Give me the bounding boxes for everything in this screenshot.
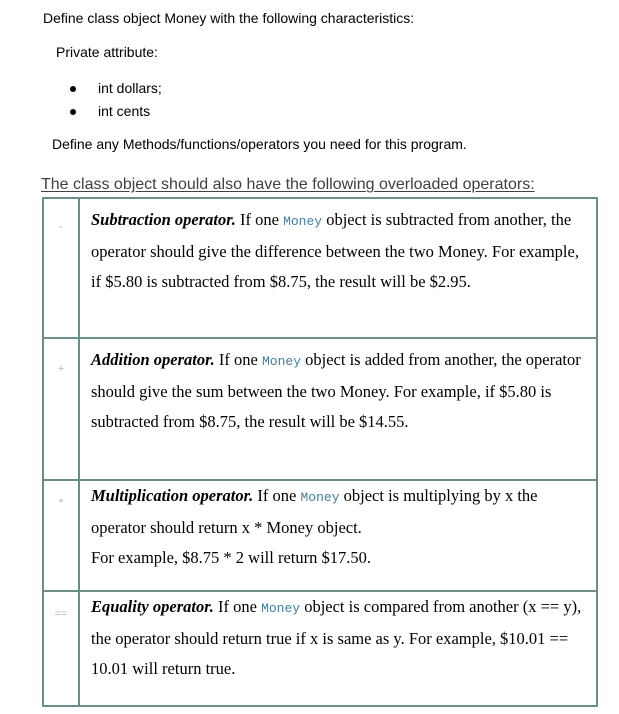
- description-text: object is subtracted from another, the operator should give the difference between the two Money. For example, if $5.80 is subtracted from $8.75, the result will be $2.95.: [91, 210, 579, 291]
- bullet-icon: [70, 109, 76, 115]
- description-text: If one: [253, 486, 301, 505]
- operators-table: [42, 197, 598, 707]
- intro-title: Define class object Money with the following characteristics:: [43, 10, 415, 26]
- operator-symbol-cell: [43, 591, 79, 706]
- methods-note: Define any Methods/functions/operators you need for this program.: [52, 136, 467, 152]
- description-text: object is compared from another (x == y), the operator should return true if x is same as y. For example, $10.01 == 10.01 will return true.: [91, 597, 582, 678]
- operator-description-cell: [79, 480, 597, 591]
- operator-symbol-cell: [43, 480, 79, 591]
- description-text: If one: [213, 597, 262, 616]
- description-text: If one: [235, 210, 284, 229]
- operator-symbol: -: [59, 221, 63, 233]
- operators-heading: The class object should also have the following overloaded operators:: [41, 176, 535, 193]
- operator-symbol: +: [57, 363, 65, 375]
- table-row: [43, 338, 597, 480]
- code-term: Money: [283, 214, 323, 229]
- operator-symbol-cell: [43, 198, 79, 338]
- operator-symbol: ==: [54, 608, 68, 620]
- table-row: [43, 480, 597, 591]
- operator-name: Addition operator.: [91, 350, 215, 369]
- operator-description-cell: [79, 198, 597, 338]
- table-row: [43, 591, 597, 706]
- attribute-text: int dollars;: [98, 80, 162, 96]
- operator-name: Subtraction operator.: [91, 210, 236, 229]
- bullet-icon: [70, 86, 76, 92]
- code-term: Money: [261, 601, 301, 616]
- description-text: object is added from another, the operator should give the sum between the two Money. For example, if $5.80 is subtracted from $8.75, the result will be $14.55.: [91, 350, 581, 431]
- attribute-text: int cents: [98, 103, 151, 119]
- operator-symbol-cell: [43, 338, 79, 480]
- table-row: [43, 198, 597, 338]
- operator-description-cell: [79, 338, 597, 480]
- code-term: Money: [261, 354, 301, 369]
- example-text: For example, $8.75 * 2 will return $17.50.: [91, 548, 372, 567]
- operator-description-cell: [79, 591, 597, 706]
- description-text: object is multiplying by x the operator should return x * Money object.: [91, 486, 538, 537]
- code-term: Money: [300, 490, 340, 505]
- description-text: If one: [214, 350, 262, 369]
- operator-symbol: *: [58, 497, 64, 509]
- private-attribute-label: Private attribute:: [56, 44, 158, 60]
- operator-name: Equality operator.: [91, 597, 214, 616]
- operator-name: Multiplication operator.: [91, 486, 254, 505]
